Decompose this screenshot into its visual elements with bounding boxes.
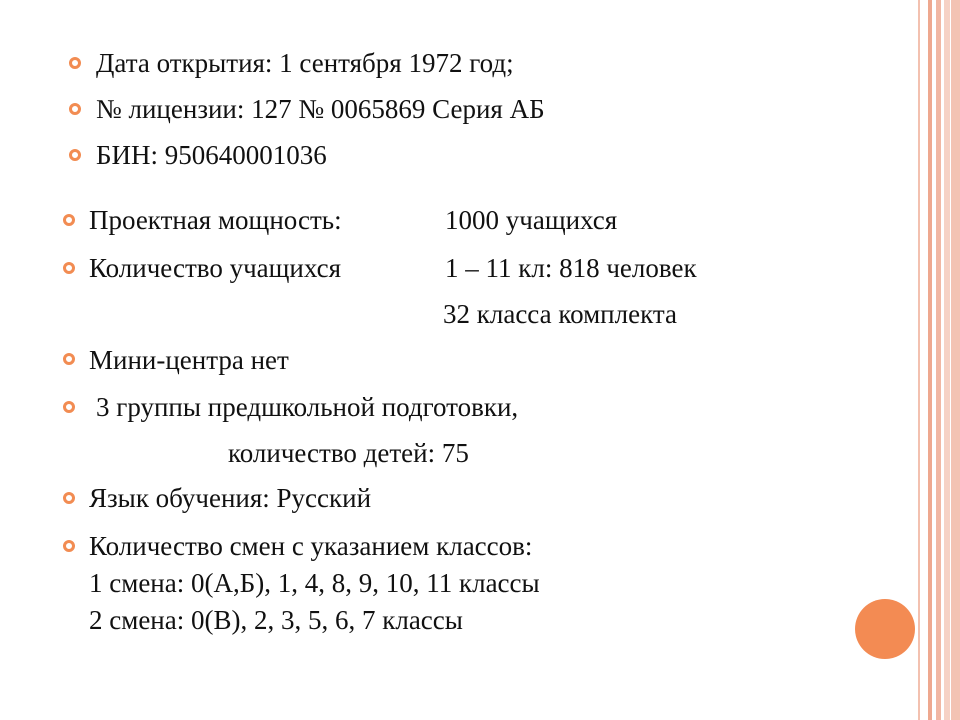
decor-stripe [918, 0, 920, 720]
bullet-icon [63, 540, 75, 552]
language: Язык обучения: Русский [89, 483, 372, 513]
capacity-label: Проектная мощность: [89, 205, 342, 235]
shift-2: 2 смена: 0(В), 2, 3, 5, 6, 7 классы [89, 605, 463, 635]
preschool-groups: 3 группы предшкольной подготовки, [96, 392, 519, 422]
shift-1: 1 смена: 0(А,Б), 1, 4, 8, 9, 10, 11 классы [89, 568, 540, 598]
decor-stripe [951, 0, 960, 720]
class-sets: 32 класса комплекта [443, 299, 677, 329]
decor-stripe [936, 0, 941, 720]
license-number: № лицензии: 127 № 0065869 Серия АБ [96, 94, 545, 124]
bullet-icon [69, 57, 81, 69]
decor-stripe [944, 0, 950, 720]
bullet-icon [63, 262, 75, 274]
bullet-icon [63, 214, 75, 226]
bullet-icon [69, 149, 81, 161]
bullet-icon [63, 353, 75, 365]
mini-centers: Мини-центра нет [89, 345, 289, 375]
bullet-icon [69, 103, 81, 115]
opening-date: Дата открытия: 1 сентября 1972 год; [96, 48, 514, 78]
capacity-value: 1000 учащихся [445, 205, 618, 235]
decor-circle [855, 599, 915, 659]
decor-stripe [928, 0, 932, 720]
preschool-children: количество детей: 75 [228, 438, 469, 468]
shifts-title: Количество смен с указанием классов: [89, 531, 533, 561]
bullet-icon [63, 401, 75, 413]
students-value: 1 – 11 кл: 818 человек [445, 253, 697, 283]
bin-number: БИН: 950640001036 [96, 140, 327, 170]
bullet-icon [63, 492, 75, 504]
students-label: Количество учащихся [89, 253, 341, 283]
